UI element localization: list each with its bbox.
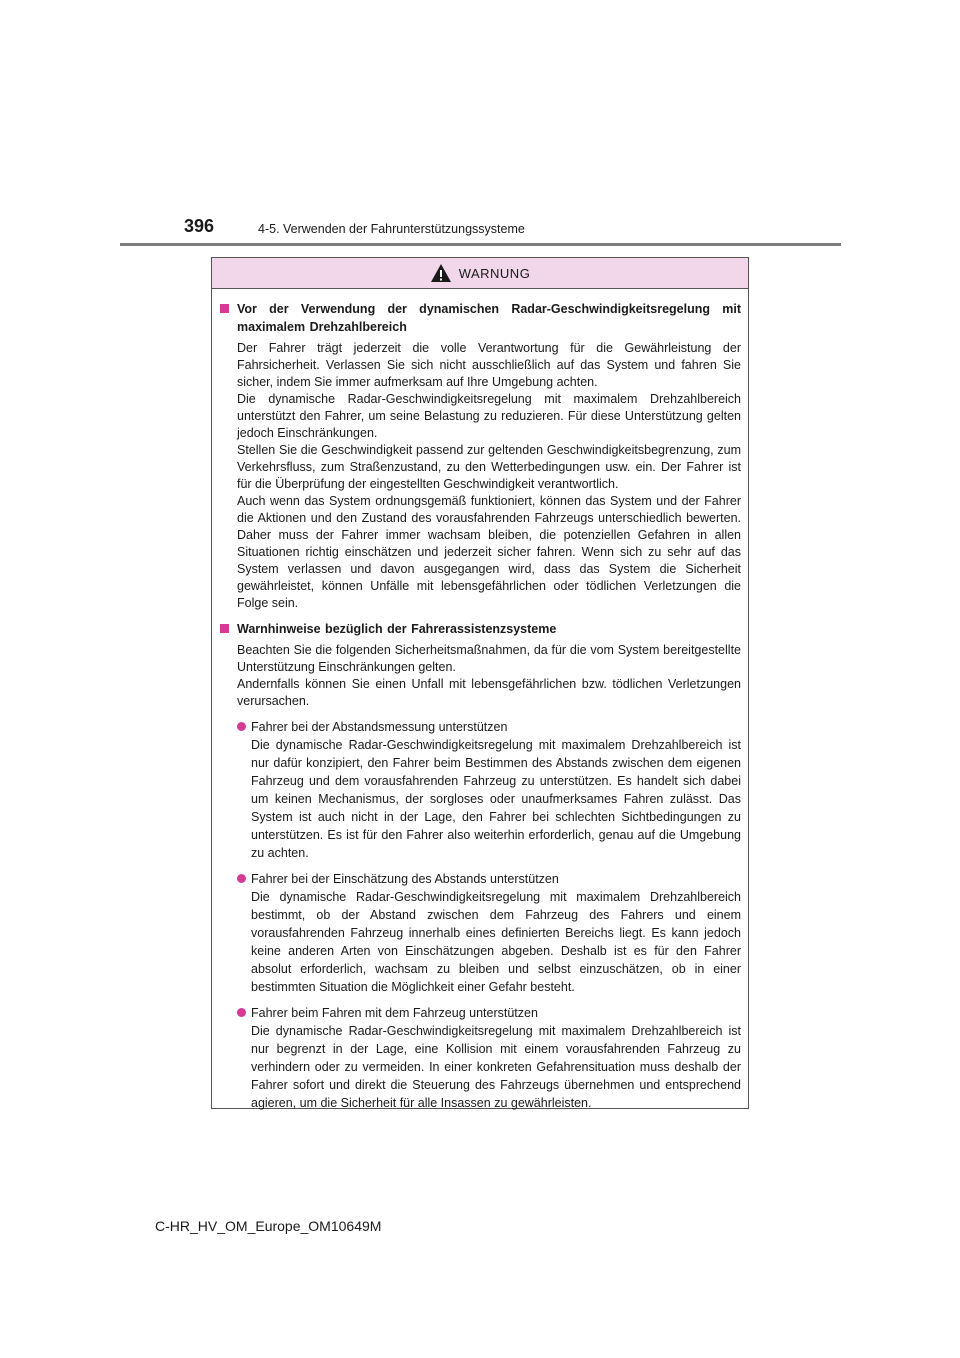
warning-triangle-icon (430, 263, 452, 283)
dot-bullet-icon (237, 1008, 246, 1017)
page-number: 396 (184, 216, 215, 236)
section-heading (220, 300, 741, 336)
header-rule (120, 243, 841, 246)
item-title: Fahrer beim Fahren mit dem Fahrzeug unterstützen (251, 1006, 538, 1020)
warning-header (212, 258, 748, 289)
warning-title: WARNUNG (458, 265, 531, 281)
dot-bullet-icon (237, 874, 246, 883)
item-text: Die dynamische Radar-Geschwindigkeitsregelung mit maximalem Drehzahlbereich ist nur dafür konzipiert, den Fahrer beim Bestimmen des Abstands zwischen dem eigenen Fahrzeug und dem vorausfahrenden Fahrzeug zu unterstützen. Es handelt sich dabei um keinen Mechanismus, der sorgloses oder unaufmerksames Fahren zulässt. Das System ist auch nicht in der Lage, den Fahrer bei schlechten Sichtbedingungen zu unterstützen. Es ist für den Fahrer also weiterhin erforderlich, genau auf die Umgebung zu achten. (251, 738, 741, 860)
dot-bullet-icon (237, 722, 246, 731)
list-item (237, 718, 741, 862)
warning-body (212, 289, 748, 1112)
paragraph: Stellen Sie die Geschwindigkeit passend zur geltenden Geschwindigkeitsbegrenzung, zum Verkehrsfluss, zum Straßenzustand, zu den Wetterbedingungen usw. ein. Der Fahrer ist für die Überprüfung der eingestellten Geschwindigkeit verantwortlich. (237, 443, 741, 491)
item-title: Fahrer bei der Einschätzung des Abstands unterstützen (251, 872, 559, 886)
paragraph: Der Fahrer trägt jederzeit die volle Verantwortung für die Gewährleistung der Fahrsicherheit. Verlassen Sie sich nicht ausschließlich auf das System und fahren Sie sicher, indem Sie immer aufmerksam auf Ihre Umgebung achten. (237, 341, 741, 389)
paragraph: Auch wenn das System ordnungsgemäß funktioniert, können das System und der Fahrer die Aktionen und den Zustand des vorausfahrenden Fahrzeugs unterschiedlich bewerten. Daher muss der Fahrer immer wachsam bleiben, die potenziellen Gefahren in allen Situationen richtig einschätzen und jederzeit sicher fahren. Wenn sich zu sehr auf das System verlassen und davon ausgegangen wird, dass das System die Sicherheit gewährleistet, können Unfälle mit lebensgefährlichen oder tödlichen Verletzungen die Folge sein. (237, 494, 741, 610)
list-item (237, 870, 741, 996)
paragraph: Andernfalls können Sie einen Unfall mit lebensgefährlichen bzw. tödlichen Verletzungen verursachen. (237, 677, 741, 708)
item-text: Die dynamische Radar-Geschwindigkeitsregelung mit maximalem Drehzahlbereich bestimmt, ob der Abstand zwischen dem Fahrzeug des Fahrers und einem vorausfahrenden Fahrzeug innerhalb eines definierten Bereichs liegt. Es kann jedoch keine anderen Arten von Einschätzungen abgeben. Deshalb ist es für den Fahrer absolut erforderlich, wachsam zu bleiben und selbst einzuschätzen, ob in einer bestimmten Situation die Möglichkeit einer Gefahr besteht. (251, 890, 741, 994)
item-title: Fahrer bei der Abstandsmessung unterstützen (251, 720, 508, 734)
list-item (237, 1004, 741, 1112)
paragraph: Die dynamische Radar-Geschwindigkeitsregelung mit maximalem Drehzahlbereich unterstützt den Fahrer, um seine Belastung zu reduzieren. Für diese Unterstützung gelten jedoch Einschränkungen. (237, 392, 741, 440)
square-bullet-icon (220, 304, 229, 313)
section-heading (220, 620, 741, 638)
heading-text: Warnhinweise bezüglich der Fahrerassistenzsysteme (237, 622, 557, 636)
warning-box (211, 257, 749, 1109)
paragraph: Beachten Sie die folgenden Sicherheitsmaßnahmen, da für die vom System bereitgestellte Unterstützung Einschränkungen gelten. (237, 643, 741, 674)
section-title: 4-5. Verwenden der Fahrunterstützungssysteme (258, 222, 525, 236)
footer-doc-code: C-HR_HV_OM_Europe_OM10649M (155, 1218, 382, 1234)
square-bullet-icon (220, 624, 229, 633)
item-text: Die dynamische Radar-Geschwindigkeitsregelung mit maximalem Drehzahlbereich ist nur begrenzt in der Lage, eine Kollision mit einem vorausfahrenden Fahrzeug zu verhindern oder zu vermeiden. In einer konkreten Gefahrensituation muss deshalb der Fahrer sofort und direkt die Steuerung des Fahrzeugs übernehmen und entsprechend agieren, um die Sicherheit für alle Insassen zu gewährleisten. (251, 1024, 741, 1110)
heading-text: Vor der Verwendung der dynamischen Radar-Geschwindigkeitsregelung mit maximalem Drehzahlbereich (237, 302, 741, 334)
